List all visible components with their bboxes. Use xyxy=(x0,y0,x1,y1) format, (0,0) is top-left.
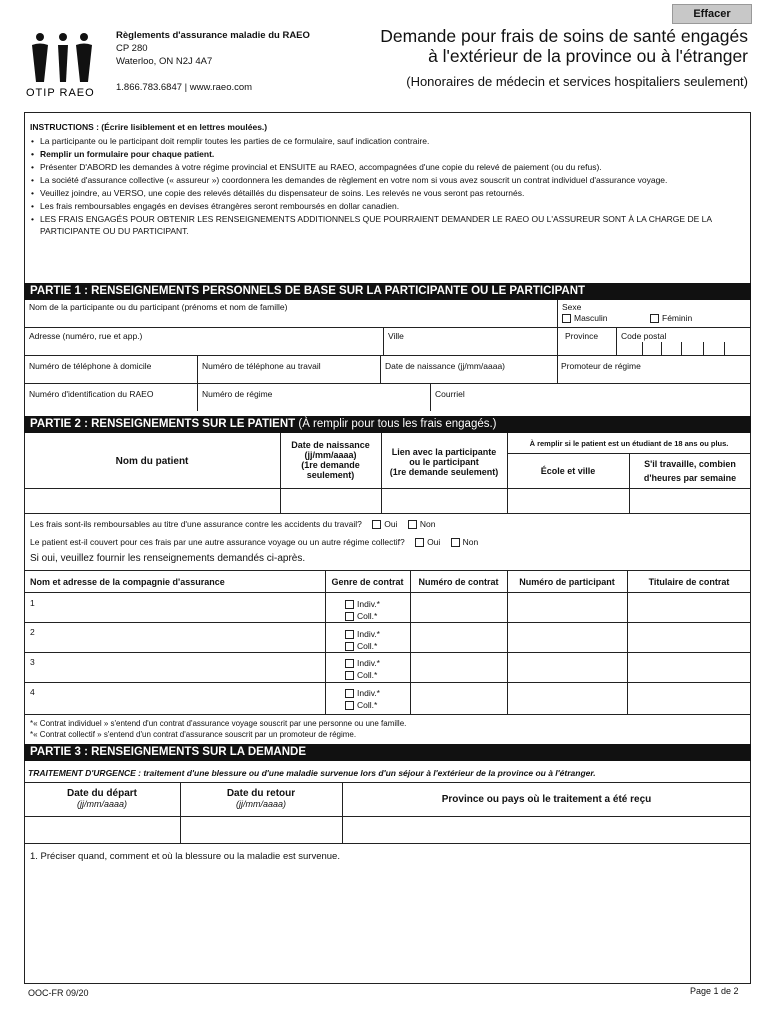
q1-text: Les frais sont-ils remboursables au titre d'une assurance contre les accidents du travail? xyxy=(30,519,362,529)
instructions-heading: INSTRUCTIONS : (Écrire lisiblement et en lettres moulées.) xyxy=(30,122,268,132)
coll-checkbox[interactable] xyxy=(345,701,354,710)
coll-label: Coll.* xyxy=(357,700,378,710)
ins-row-number: 4 xyxy=(30,687,35,697)
female-checkbox[interactable] xyxy=(650,314,659,323)
contract-note-individual: *« Contrat individuel » s'entend d'un contrat d'assurance voyage souscrit par une personne ou une famille. xyxy=(30,719,407,728)
part2-header xyxy=(24,416,751,433)
org-address2: Waterloo, ON N2J 4A7 xyxy=(116,56,213,67)
male-checkbox[interactable] xyxy=(562,314,571,323)
ins-row-number: 2 xyxy=(30,627,35,637)
indiv-checkbox[interactable] xyxy=(345,600,354,609)
indiv-option[interactable] xyxy=(345,688,380,698)
instruction-item: • Veuillez joindre, au VERSO, une copie des relevés détaillés du dispensateur de soins. Les relevés ne vous seront pas retournés. xyxy=(40,187,742,199)
question-workers-comp xyxy=(30,519,435,529)
indiv-option[interactable] xyxy=(345,629,380,639)
rel-line: (1re demande seulement) xyxy=(389,467,499,477)
sex-female-option[interactable] xyxy=(650,313,692,323)
ins-row-number: 3 xyxy=(30,657,35,667)
q2-no-checkbox[interactable] xyxy=(451,538,460,547)
coll-label: Coll.* xyxy=(357,670,378,680)
part1-header xyxy=(24,283,751,300)
logo-text: OTIP RAEO xyxy=(26,87,95,99)
instructions xyxy=(30,121,742,238)
rel-line: Lien avec la participante xyxy=(391,447,497,457)
treatment-location-header: Province ou pays où le traitement a été reçu xyxy=(441,794,652,805)
q2-yes[interactable] xyxy=(415,537,440,547)
email-label: Courriel xyxy=(435,389,465,399)
name-label: Nom de la participante ou du participant (prénoms et nom de famille) xyxy=(29,302,288,312)
page-number: Page 1 de 2 xyxy=(690,986,739,996)
dob-line: (jj/mm/aaaa) xyxy=(304,450,357,460)
plan-number-label: Numéro de régime xyxy=(202,389,273,399)
q2-yes-checkbox[interactable] xyxy=(415,538,424,547)
rel-line: ou le participant xyxy=(409,457,479,467)
ins-col-contract: Numéro de contrat xyxy=(418,577,499,587)
if-yes-note: Si oui, veuillez fournir les renseignements demandés ci-après. xyxy=(30,553,306,564)
coll-label: Coll.* xyxy=(357,641,378,651)
plan-sponsor-label: Promoteur de régime xyxy=(561,361,641,371)
coll-checkbox[interactable] xyxy=(345,671,354,680)
indiv-label: Indiv.* xyxy=(357,629,380,639)
title-line1: Demande pour frais de soins de santé engagés xyxy=(380,26,748,46)
instruction-item: • LES FRAIS ENGAGÉS POUR OBTENIR LES RENSEIGNEMENTS ADDITIONNELS QUE POURRAIENT DEMANDER LE RAEO OU L'ASSUREUR SONT À LA CHARGE DE LA PARTICIPANTE OU DU PARTICIPANT. xyxy=(40,213,742,237)
page-subtitle: (Honoraires de médecin et services hospitaliers seulement) xyxy=(406,74,748,89)
indiv-checkbox[interactable] xyxy=(345,630,354,639)
part3-title: PARTIE 3 : RENSEIGNEMENTS SUR LA DEMANDE xyxy=(30,746,307,758)
coll-option[interactable] xyxy=(345,670,377,680)
question-other-coverage xyxy=(30,537,478,547)
dob-line: seulement) xyxy=(306,470,355,480)
coll-option[interactable] xyxy=(345,700,377,710)
q2-text: Le patient est-il couvert pour ces frais par une autre assurance voyage ou un autre régime collectif? xyxy=(30,537,405,547)
coll-option[interactable] xyxy=(345,611,377,621)
dob-line: Date de naissance xyxy=(291,440,370,450)
depart-label: Date du départ xyxy=(66,788,137,799)
otip-logo xyxy=(26,30,104,100)
home-phone-label: Numéro de téléphone à domicile xyxy=(29,361,152,371)
indiv-checkbox[interactable] xyxy=(345,689,354,698)
org-contact: 1.866.783.6847 | www.raeo.com xyxy=(116,82,253,93)
male-label: Masculin xyxy=(574,313,608,323)
otip-figures-icon xyxy=(26,30,104,100)
province-label: Province xyxy=(565,331,599,341)
ins-row-number: 1 xyxy=(30,598,35,608)
indiv-label: Indiv.* xyxy=(357,688,380,698)
return-date-header xyxy=(180,789,342,809)
indiv-checkbox[interactable] xyxy=(345,659,354,668)
work-phone-label: Numéro de téléphone au travail xyxy=(202,361,321,371)
org-block xyxy=(116,29,310,94)
sex-male-option[interactable] xyxy=(562,313,608,323)
student-note: À remplir si le patient est un étudiant de 18 ans ou plus. xyxy=(529,439,729,448)
yes-label: Oui xyxy=(384,519,398,529)
instruction-item: • Les frais remboursables engagés en devises étrangères seront remboursés en dollar canadien. xyxy=(40,200,742,212)
instructions-list xyxy=(30,135,742,237)
q1-yes[interactable] xyxy=(372,519,397,529)
dob-line: (1re demande xyxy=(301,460,360,470)
coll-option[interactable] xyxy=(345,641,377,651)
patient-dob-header xyxy=(280,440,381,480)
contract-note-group: *« Contrat collectif » s'entend d'un contrat d'assurance souscrit par un promoteur de régime. xyxy=(30,730,357,739)
work-line: S'il travaille, combien xyxy=(644,459,736,469)
city-label: Ville xyxy=(388,331,404,341)
indiv-option[interactable] xyxy=(345,658,380,668)
address-label: Adresse (numéro, rue et app.) xyxy=(29,331,143,341)
instruction-item: • La participante ou le participant doit remplir toutes les parties de ce formulaire, sauf indication contraire. xyxy=(40,135,742,147)
ins-col-type: Genre de contrat xyxy=(331,577,404,587)
instruction-item: • La société d'assurance collective (« assureur ») coordonnera les demandes de règlement en votre nom si vous avez souscrit un contrat individuel d'assurance voyage. xyxy=(40,174,742,186)
form-code: OOC-FR 09/20 xyxy=(28,988,89,998)
depart-format: (jj/mm/aaaa) xyxy=(76,799,127,809)
part1-title: PARTIE 1 : RENSEIGNEMENTS PERSONNELS DE BASE SUR LA PARTICIPANTE OU LE PARTICIPANT xyxy=(30,285,586,297)
patient-name-header: Nom du patient xyxy=(115,456,189,467)
emergency-treatment-note: TRAITEMENT D'URGENCE : traitement d'une blessure ou d'une maladie survenue lors d'un séjour à l'extérieur de la province ou à l'étranger. xyxy=(28,768,596,778)
injury-details-question: 1. Préciser quand, comment et où la blessure ou la maladie est survenue. xyxy=(30,851,340,862)
departure-date-header xyxy=(24,789,180,809)
school-header: École et ville xyxy=(540,466,596,476)
instruction-item: • Remplir un formulaire pour chaque patient. xyxy=(40,148,742,160)
relationship-header xyxy=(381,447,507,477)
work-line: d'heures par semaine xyxy=(643,473,737,483)
no-label: Non xyxy=(462,537,479,547)
coll-checkbox[interactable] xyxy=(345,642,354,651)
work-hours-header xyxy=(629,459,751,483)
ins-col-company: Nom et adresse de la compagnie d'assurance xyxy=(30,577,225,587)
indiv-option[interactable] xyxy=(345,599,380,609)
clear-button[interactable]: Effacer xyxy=(672,4,752,24)
org-name: Règlements d'assurance maladie du RAEO xyxy=(116,30,310,41)
part3-header xyxy=(24,744,751,761)
female-label: Féminin xyxy=(662,313,693,323)
q1-yes-checkbox[interactable] xyxy=(372,520,381,529)
indiv-label: Indiv.* xyxy=(357,658,380,668)
page-title xyxy=(350,26,748,66)
ins-col-participant: Numéro de participant xyxy=(519,577,615,587)
org-address1: CP 280 xyxy=(116,43,148,54)
coll-checkbox[interactable] xyxy=(345,612,354,621)
title-line2: à l'extérieur de la province ou à l'étranger xyxy=(428,46,748,66)
indiv-label: Indiv.* xyxy=(357,599,380,609)
return-label: Date du retour xyxy=(226,788,296,799)
dob-label: Date de naissance (jj/mm/aaaa) xyxy=(385,361,506,371)
yes-label: Oui xyxy=(427,537,441,547)
coll-label: Coll.* xyxy=(357,611,378,621)
part2-title-suffix: (À remplir pour tous les frais engagés.) xyxy=(295,418,497,430)
sex-label: Sexe xyxy=(562,302,582,312)
q1-no-checkbox[interactable] xyxy=(408,520,417,529)
q2-no[interactable] xyxy=(451,537,479,547)
postal-code-label: Code postal xyxy=(621,331,667,341)
part2-title: PARTIE 2 : RENSEIGNEMENTS SUR LE PATIENT xyxy=(30,418,296,430)
return-format: (jj/mm/aaaa) xyxy=(235,799,286,809)
no-label: Non xyxy=(419,519,436,529)
otip-id-label: Numéro d'identification du RAEO xyxy=(29,389,154,399)
instruction-item: • Présenter D'ABORD les demandes à votre régime provincial et ENSUITE au RAEO, accompagnées d'une copie du relevé de paiement (ou du refus). xyxy=(40,161,742,173)
q1-no[interactable] xyxy=(408,519,436,529)
ins-col-holder: Titulaire de contrat xyxy=(648,577,730,587)
